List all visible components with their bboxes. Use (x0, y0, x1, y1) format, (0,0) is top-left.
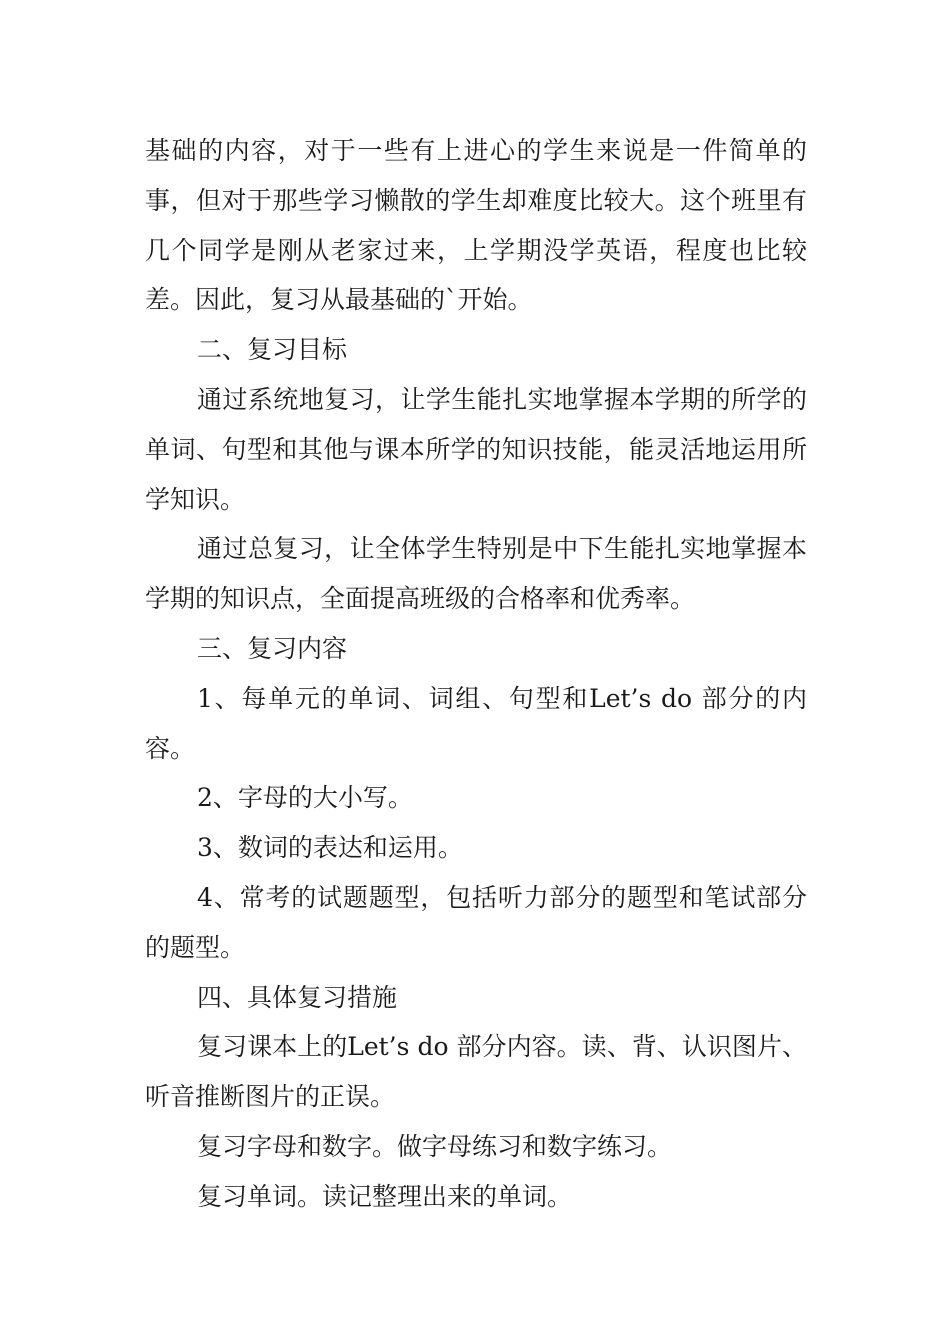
list-item-content-4: 4、常考的试题题型，包括听力部分的题型和笔试部分的题型。 (145, 882, 807, 962)
section-heading-review-measures: 四、具体复习措施 (197, 982, 398, 1012)
paragraph-goal-2: 通过总复习，让全体学生特别是中下生能扎实地掌握本学期的知识点，全面提高班级的合格率和优秀率。 (145, 534, 807, 614)
paragraph-measure-1: 复习课本上的Let’s do 部分内容。读、背、认识图片、听音推断图片的正误。 (145, 1032, 807, 1112)
section-heading-review-goals: 二、复习目标 (197, 335, 348, 365)
paragraph-continuation: 基础的内容，对于一些有上进心的学生来说是一件简单的事，但对于那些学习懒散的学生却难度比较大。这个班里有几个同学是刚从老家过来，上学期没学英语，程度也比较差。因此，复习从最基础的`开始。 (145, 136, 807, 315)
list-item-content-1: 1、每单元的单词、词组、句型和Let’s do 部分的内容。 (145, 683, 807, 763)
paragraph-measure-3: 复习单词。读记整理出来的单词。 (197, 1181, 573, 1211)
section-heading-review-content: 三、复习内容 (197, 633, 348, 663)
paragraph-goal-1: 通过系统地复习，让学生能扎实地掌握本学期的所学的单词、句型和其他与课本所学的知识技能，能灵活地运用所学知识。 (145, 384, 807, 514)
list-item-content-2: 2、字母的大小写。 (197, 783, 413, 813)
list-item-content-3: 3、数词的表达和运用。 (197, 833, 463, 863)
document-body (145, 126, 807, 1222)
paragraph-measure-2: 复习字母和数字。做字母练习和数字练习。 (197, 1131, 673, 1161)
